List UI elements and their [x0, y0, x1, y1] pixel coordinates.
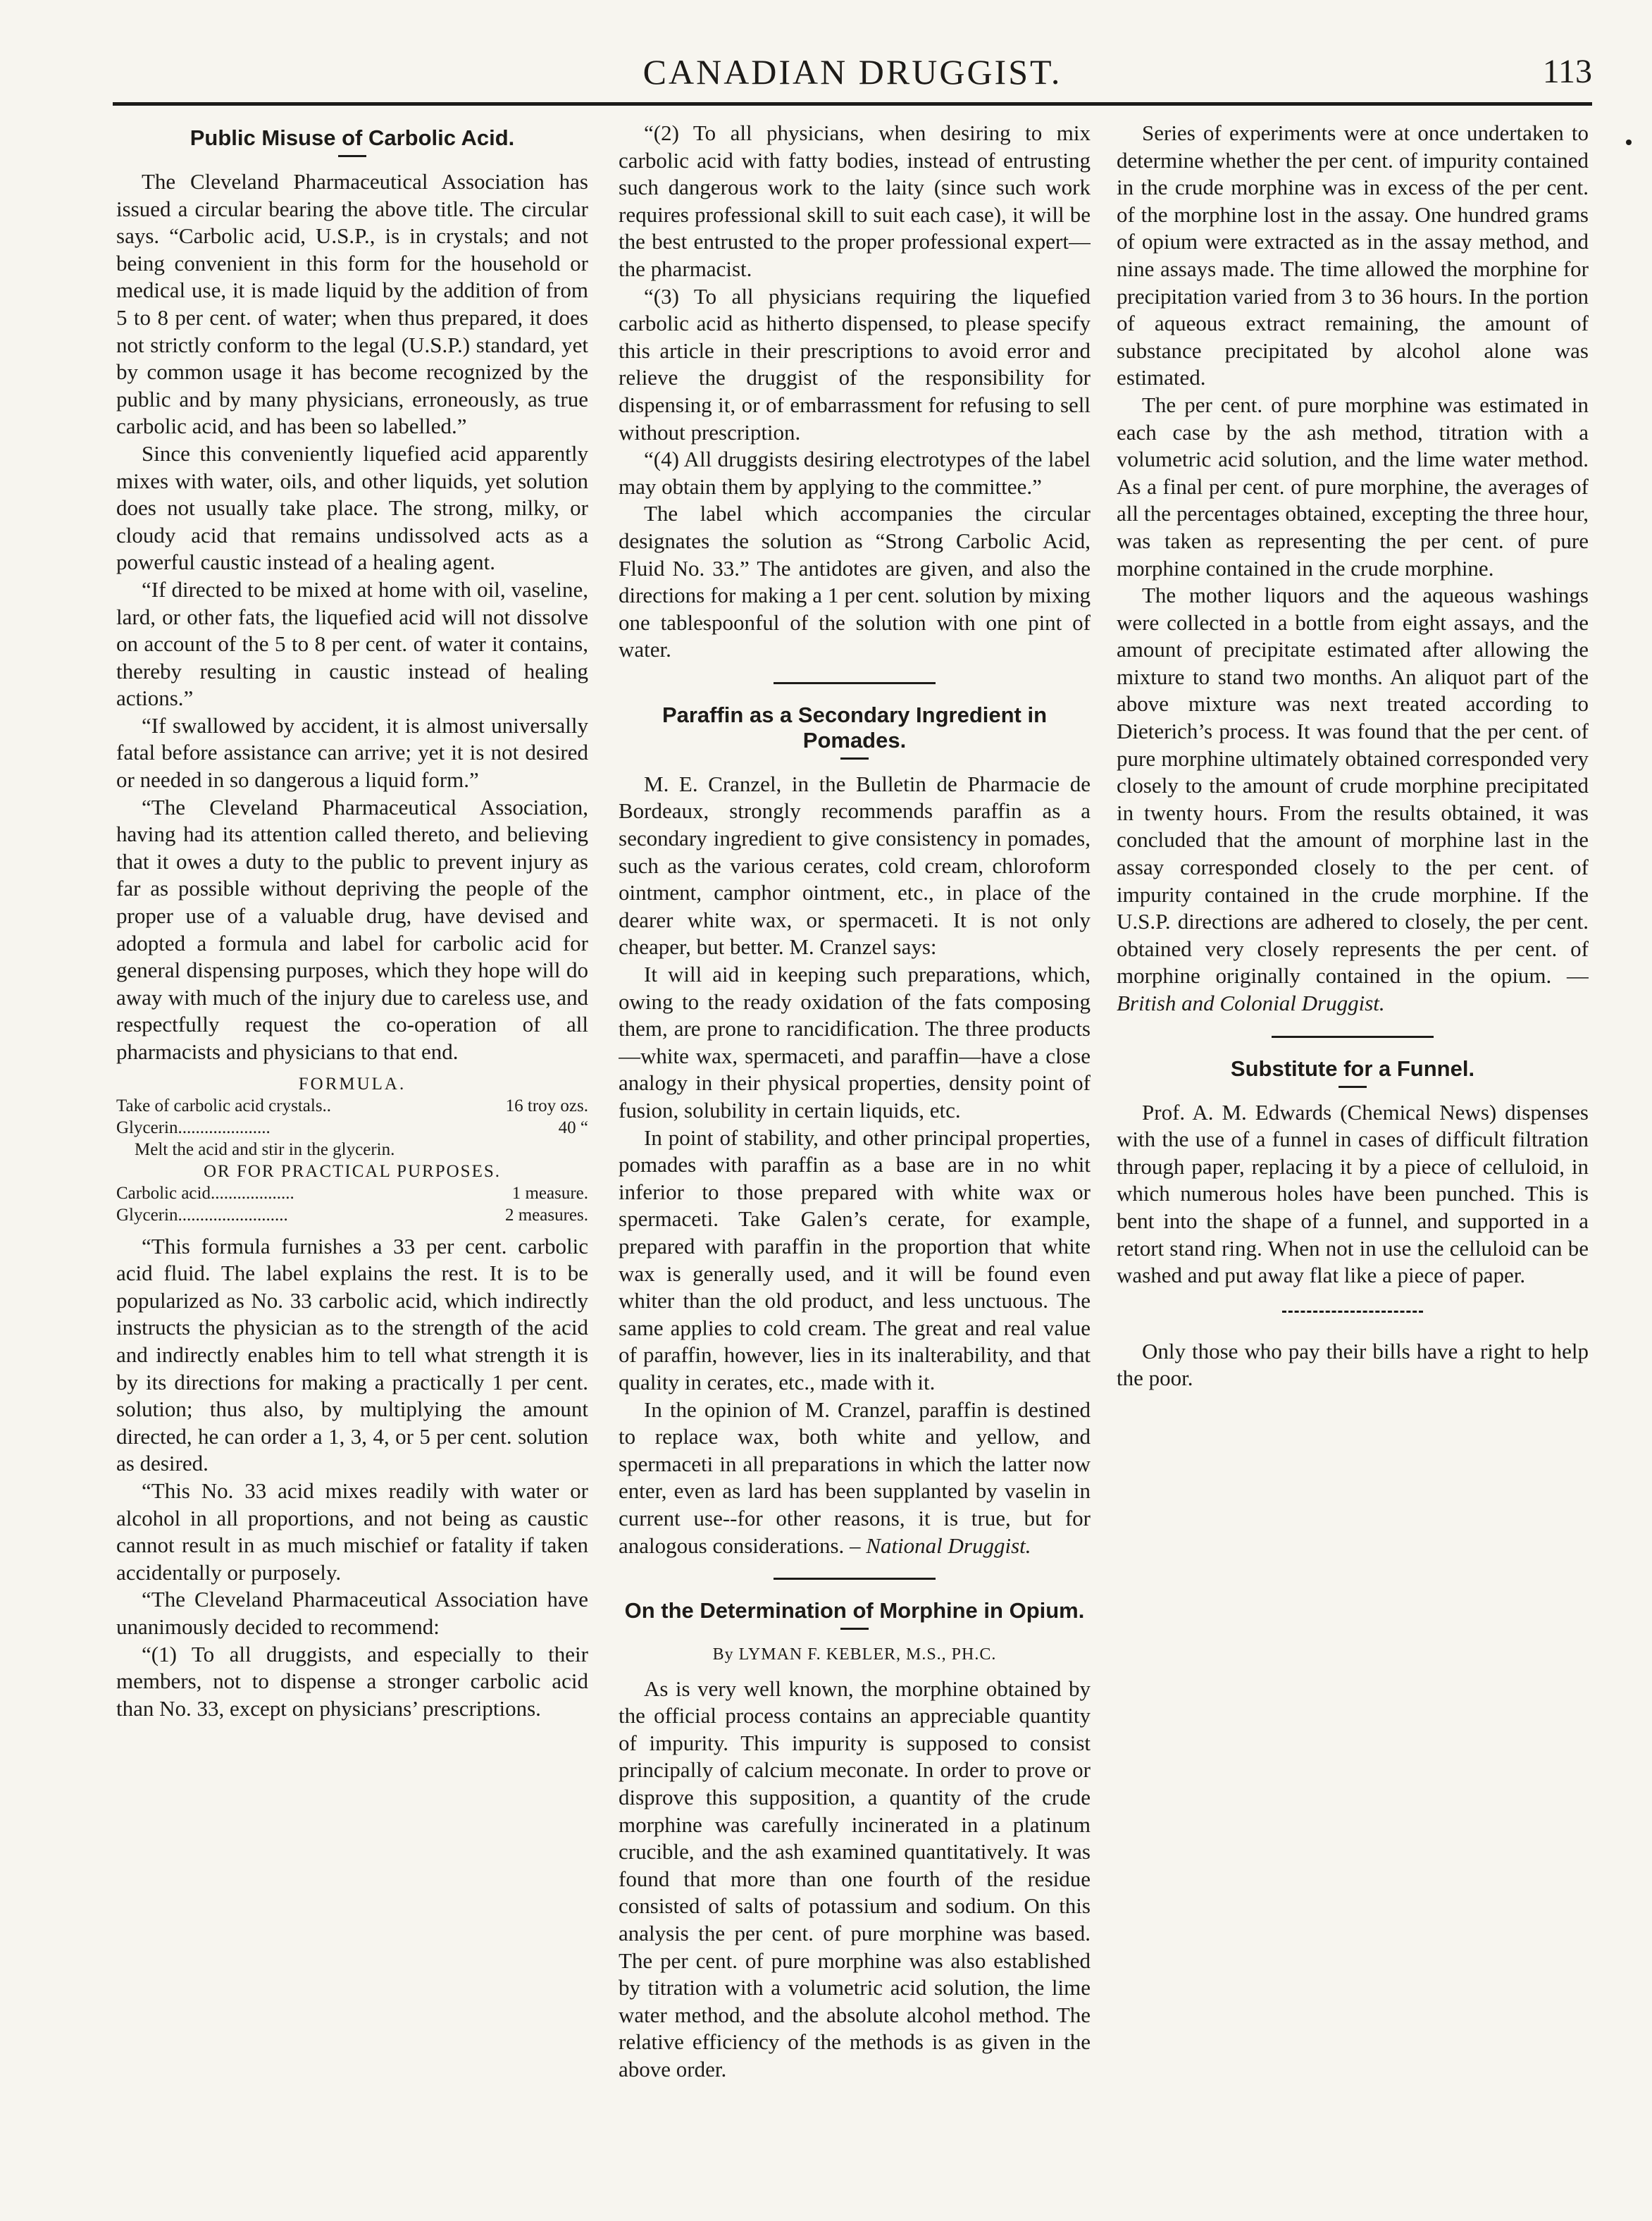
- article-title-morphine: On the Determination of Morphine in Opium.: [624, 1598, 1085, 1623]
- paragraph: “(4) All druggists desiring electrotypes of the label may obtain them by applying to the committee.”: [619, 447, 1091, 499]
- formula-title: FORMULA.: [298, 1074, 406, 1094]
- paragraph: M. E. Cranzel, in the Bulletin de Pharmacie de Bordeaux, strongly recommends paraffin as a secondary ingredient to give consistency in pomades, such as the various cerates, cold cream, chloroform ointment, camphor ointment, etc., in place of the dearer white wax, or spermaceti. It is not only cheaper, but better. M. Cranzel says:: [619, 771, 1091, 960]
- formula-row: [116, 1182, 588, 1204]
- paragraph: [619, 1397, 1091, 1560]
- formula-row: [116, 1095, 588, 1117]
- paragraph: In point of stability, and other principal properties, pomades with paraffin as a base are in no whit inferior to those prepared with white wax or spermaceti. Take Galen’s cerate, for example, prepared with paraffin in the proportion that white wax is generally used, and it will be found even whiter than the old product, and less unctuous. The same applies to cold cream. The great and real value of paraffin, however, lies in its inalterability, and that quality in cerates, etc., made with it.: [619, 1125, 1091, 1394]
- formula-quantity: 40 “: [558, 1118, 588, 1137]
- formula-note: Melt the acid and stir in the glycerin.: [135, 1139, 395, 1159]
- margin-dot: [1626, 140, 1632, 145]
- page-header: [113, 44, 1592, 107]
- title-rule: [840, 757, 869, 760]
- paragraph: “(1) To all druggists, and especially to their members, not to dispense a stronger carbolic acid than No. 33, except on physicians’ prescriptions.: [116, 1641, 588, 1721]
- paragraph: “If swallowed by accident, it is almost universally fatal before assistance can arrive; yet it is not desired or needed in so dangerous a liquid form.”: [116, 712, 588, 793]
- title-rule: [338, 155, 366, 157]
- title-rule: [1339, 1086, 1367, 1088]
- source-credit: National Druggist.: [866, 1533, 1031, 1558]
- paragraph: “The Cleveland Pharmaceutical Association, having had its attention called thereto, and believing that it owes a duty to the public to prevent injury as far as possible without depriving the people of the proper use of a valuable drug, have devised and adopted a formula and label for carbolic acid for general dispensing purposes, which they hope will do away with much of the injury due to careless use, and respectfully request the co-operation of all pharmacists and physicians to that end.: [116, 794, 588, 1064]
- article-separator: [1272, 1036, 1434, 1038]
- formula-subtitle: OR FOR PRACTICAL PURPOSES.: [203, 1161, 501, 1181]
- paragraph: “The Cleveland Pharmaceutical Association have unanimously decided to recommend:: [116, 1587, 588, 1639]
- column-1: [116, 120, 588, 2191]
- title-rule: [840, 1628, 869, 1630]
- formula-item: Glycerin.....................: [116, 1118, 271, 1137]
- article-title-funnel: Substitute for a Funnel.: [1230, 1056, 1475, 1081]
- paragraph: It will aid in keeping such preparations, which, owing to the ready oxidation of the fats composing them, are prone to rancidification. The three products—white wax, spermaceti, and paraffin—have a close analogy in their physical properties, density point of fusion, solubility in certain liquids, etc.: [619, 962, 1091, 1122]
- byline: By LYMAN F. KEBLER, M.S., PH.C.: [712, 1645, 997, 1664]
- paragraph: The per cent. of pure morphine was estimated in each case by the ash method, titration with a volumetric acid solution, and the lime water method. As a final per cent. of pure morphine, the averages of all the percentages obtained, excepting the three hour, was taken as representing the per cent. of pure morphine contained in the crude morphine.: [1117, 392, 1589, 581]
- paragraph: As is very well known, the morphine obtained by the official process contains an appreciable quantity of impurity. This impurity is supposed to consist principally of calcium meconate. In order to prove or disprove this supposition, a quantity of the crude morphine was carefully incinerated in a platinum crucible, and the ash examined quantitatively. It was found that more than one fourth of the residue consisted of salts of potassium and sodium. On this analysis the per cent. of pure morphine was based. The per cent. of pure morphine was also established by titration with a volumetric acid solution, the lime water method, and the absolute alcohol method. The relative efficiency of the methods is as given in the above order.: [619, 1676, 1091, 2081]
- page-number: 113: [1542, 53, 1592, 90]
- article-title-paraffin: Paraffin as a Secondary Ingredient in Pomades.: [662, 702, 1048, 753]
- column-2: [619, 120, 1091, 2191]
- formula-item: Glycerin.........................: [116, 1205, 288, 1225]
- paragraph: Since this conveniently liquefied acid apparently mixes with water, oils, and other liquids, yet solution does not usually take place. The strong, milky, or cloudy acid that remains undissolved acts as a powerful caustic instead of a healing agent.: [116, 440, 588, 575]
- dashed-separator: [1282, 1311, 1423, 1313]
- paragraph-text: The mother liquors and the aqueous washings were collected in a bottle from eight assays, and the amount of precipitate estimated after allowing the mixture to stand two months. An aliquot part of the above mixture was next treated according to Dieterich’s process. It was found that the per cent. of pure morphine ultimately obtained corresponded very closely to the amount of crude morphine precipitated in twenty hours. From the results obtained, it was concluded that the amount of morphine last in the assay corresponded closely to the per cent. of impurity contained in the crude morphine. If the U.S.P. directions are adhered to closely, the per cent. obtained very closely represents the per cent. of morphine originally contained in the opium. —: [1117, 583, 1589, 989]
- formula-item: Carbolic acid...................: [116, 1183, 294, 1203]
- formula-quantity: 2 measures.: [504, 1205, 588, 1225]
- header-rule: [113, 102, 1592, 106]
- paragraph: “This No. 33 acid mixes readily with water or alcohol in all proportions, and not being as caustic cannot result in as much mischief or fatality if taken accidentally or purposely.: [116, 1478, 588, 1585]
- paragraph: Series of experiments were at once undertaken to determine whether the per cent. of impurity contained in the crude morphine was in excess of the per cent. of the morphine lost in the assay. One hundred grams of opium were extracted as in the assay method, and nine assays made. The time allowed the morphine for precipitation varied from 3 to 36 hours. In the portion of aqueous extract remaining, the amount of substance precipitated by alcohol alone was estimated.: [1117, 120, 1589, 390]
- paragraph: “This formula furnishes a 33 per cent. carbolic acid fluid. The label explains the rest. It is to be popularized as No. 33 carbolic acid, which indirectly instructs the physician as to the strength of the acid and indirectly enables him to tell what strength it is by its directions for making a practically 1 per cent. solution; thus also, by multiplying the amount directed, he can order a 1, 3, 4, or 5 per cent. solution as desired.: [116, 1233, 588, 1476]
- formula-quantity: 16 troy ozs.: [505, 1096, 588, 1115]
- source-credit: British and Colonial Druggist.: [1117, 991, 1385, 1015]
- formula-row: [116, 1204, 588, 1226]
- filler-note: Only those who pay their bills have a right to help the poor.: [1117, 1338, 1589, 1391]
- formula-item: Take of carbolic acid crystals..: [116, 1096, 332, 1115]
- article-title-carbolic: Public Misuse of Carbolic Acid.: [190, 125, 515, 150]
- formula-row: [116, 1117, 588, 1139]
- paragraph: “(3) To all physicians requiring the liquefied carbolic acid as hitherto dispensed, to please specify this article in their prescriptions to avoid error and relieve the druggist of the responsibility for dispensing it, or of embarrassment for refusing to sell without prescription.: [619, 283, 1091, 445]
- article-separator: [774, 682, 936, 684]
- column-3: [1117, 120, 1589, 2191]
- paragraph: Prof. A. M. Edwards (Chemical News) dispenses with the use of a funnel in cases of difficult filtration through paper, replacing it by a piece of celluloid, in which numerous holes have been punched. This is bent into the shape of a funnel, and supported in a retort stand ring. When not in use the celluloid can be washed and put away flat like a piece of paper.: [1117, 1099, 1589, 1288]
- paragraph: The label which accompanies the circular designates the solution as “Strong Carbolic Acid, Fluid No. 33.” The antidotes are given, and also the directions for making a 1 per cent. solution by mixing one tablespoonful of the solution with one pint of water.: [619, 501, 1091, 662]
- running-title: CANADIAN DRUGGIST.: [642, 52, 1062, 92]
- paragraph: “If directed to be mixed at home with oil, vaseline, lard, or other fats, the liquefied acid will not dissolve on account of the 5 to 8 per cent. of water it contains, thereby resulting in caustic instead of healing actions.”: [116, 576, 588, 711]
- paragraph-text: In the opinion of M. Cranzel, paraffin is destined to replace wax, both white and yellow, and spermaceti in all preparations in which the latter now enter, even as lard has been supplanted by vaselin in current use--for other reasons, it is true, but for analogous considerations. –: [619, 1397, 1091, 1558]
- paragraph: [1117, 582, 1589, 1017]
- article-separator: [774, 1578, 936, 1580]
- paragraph: The Cleveland Pharmaceutical Association has issued a circular bearing the above title. The circular says. “Carbolic acid, U.S.P., is in crystals; and not being convenient in this form for the household or medical use, it is made liquid by the addition of from 5 to 8 per cent. of water; when thus prepared, it does not strictly conform to the legal (U.S.P.) standard, yet by common usage it has become recognized by the public and by many physicians, erroneously, as true carbolic acid, and has been so labelled.”: [116, 169, 588, 439]
- paragraph: “(2) To all physicians, when desiring to mix carbolic acid with fatty bodies, instead of entrusting such dangerous work to the laity (since such work requires professional skill to suit each case), it will be the best entrusted to the proper professional expert—the pharmacist.: [619, 120, 1091, 281]
- formula-quantity: 1 measure.: [511, 1183, 588, 1203]
- formula-block: [116, 1073, 588, 1226]
